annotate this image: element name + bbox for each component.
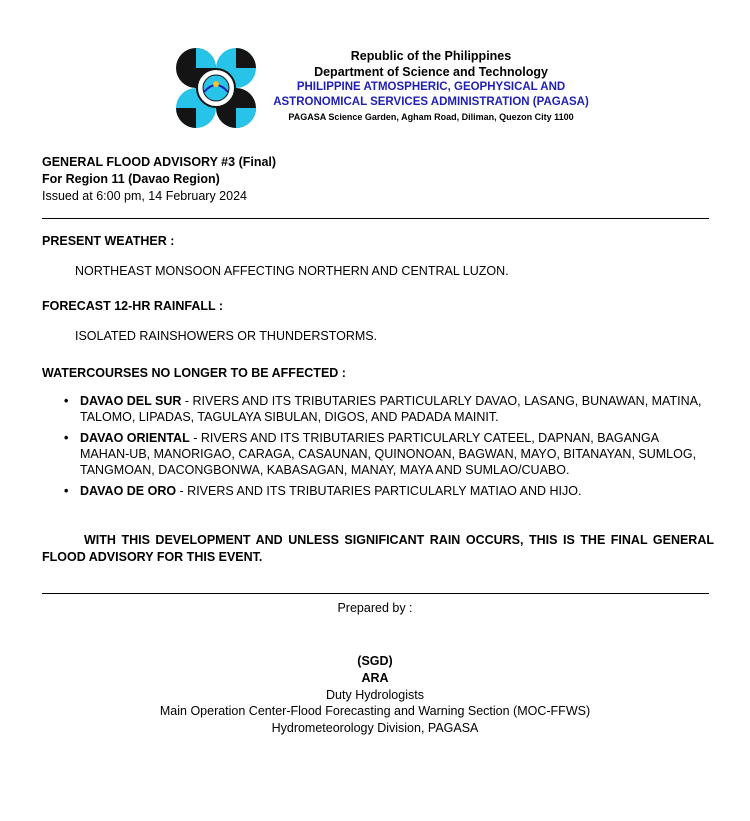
- signatory-role: Duty Hydrologists: [326, 687, 424, 702]
- advisory-issued: Issued at 6:00 pm, 14 February 2024: [42, 189, 247, 203]
- forecast-text: ISOLATED RAINSHOWERS OR THUNDERSTORMS.: [75, 329, 378, 343]
- department-line: Department of Science and Technology: [314, 65, 548, 79]
- province-name: DAVAO DEL SUR: [80, 394, 182, 408]
- advisory-region: For Region 11 (Davao Region): [42, 172, 220, 186]
- watercourses-list: [62, 393, 710, 504]
- watercourses-heading: WATERCOURSES NO LONGER TO BE AFFECTED :: [42, 366, 346, 380]
- signature-block: [0, 653, 750, 737]
- bullet: •: [64, 394, 69, 408]
- province-rivers: - RIVERS AND ITS TRIBUTARIES PARTICULARLY CATEEL, DAPNAN, BAGANGA MAHAN-UB, MANORIGAO, CARAGA, CASAUNAN, QUINONOAN, BAGWAN, MAYO, BITANAYAN, SUMLOG, TANGMOAN, DACONGBONWA, KABASAGAN, MANAY, MAYA AND SUMLAO/CUABO.: [80, 431, 697, 477]
- province-rivers: - RIVERS AND ITS TRIBUTARIES PARTICULARLY MATIAO AND HIJO.: [176, 484, 582, 498]
- advisory-title: GENERAL FLOOD ADVISORY #3 (Final): [42, 155, 277, 169]
- agency-line-1: PHILIPPINE ATMOSPHERIC, GEOPHYSICAL AND: [296, 81, 566, 93]
- final-statement: WITH THIS DEVELOPMENT AND UNLESS SIGNIFICANT RAIN OCCURS, THIS IS THE FINAL GENERAL FLOOD ADVISORY FOR THIS EVENT.: [42, 533, 714, 564]
- divider-bottom: [42, 593, 709, 594]
- forecast-heading: FORECAST 12-HR RAINFALL :: [42, 299, 224, 313]
- agency-line-2: ASTRONOMICAL SERVICES ADMINISTRATION (PAGASA): [273, 96, 589, 108]
- bullet: •: [64, 484, 69, 498]
- prepared-by-label: Prepared by :: [337, 601, 413, 615]
- bullet: •: [64, 431, 69, 445]
- present-weather-heading: PRESENT WEATHER :: [42, 234, 175, 248]
- list-item: [62, 393, 710, 425]
- letterhead: [176, 46, 596, 128]
- present-weather-text: NORTHEAST MONSOON AFFECTING NORTHERN AND CENTRAL LUZON.: [75, 264, 509, 278]
- letterhead-text: [266, 48, 596, 124]
- list-item: [62, 483, 710, 499]
- republic-line: Republic of the Philippines: [350, 49, 512, 63]
- signatory-section: Main Operation Center-Flood Forecasting and Warning Section (MOC-FFWS): [159, 704, 591, 719]
- province-name: DAVAO ORIENTAL: [80, 431, 190, 445]
- province-name: DAVAO DE ORO: [80, 484, 177, 498]
- signed-mark: (SGD): [357, 654, 393, 668]
- province-rivers: - RIVERS AND ITS TRIBUTARIES PARTICULARLY DAVAO, LASANG, BUNAWAN, MATINA, TALOMO, LIPADAS, TAGULAYA SIBULAN, DIGOS, AND PADADA MAINIT.: [80, 394, 702, 424]
- list-item: [62, 430, 710, 478]
- divider-top: [42, 218, 709, 219]
- pagasa-logo: [176, 48, 256, 128]
- signatory-name: ARA: [361, 670, 389, 685]
- signatory-division: Hydrometeorology Division, PAGASA: [271, 721, 479, 736]
- agency-address: PAGASA Science Garden, Agham Road, Diliman, Quezon City 1100: [288, 112, 574, 122]
- advisory-title-block: [42, 154, 276, 205]
